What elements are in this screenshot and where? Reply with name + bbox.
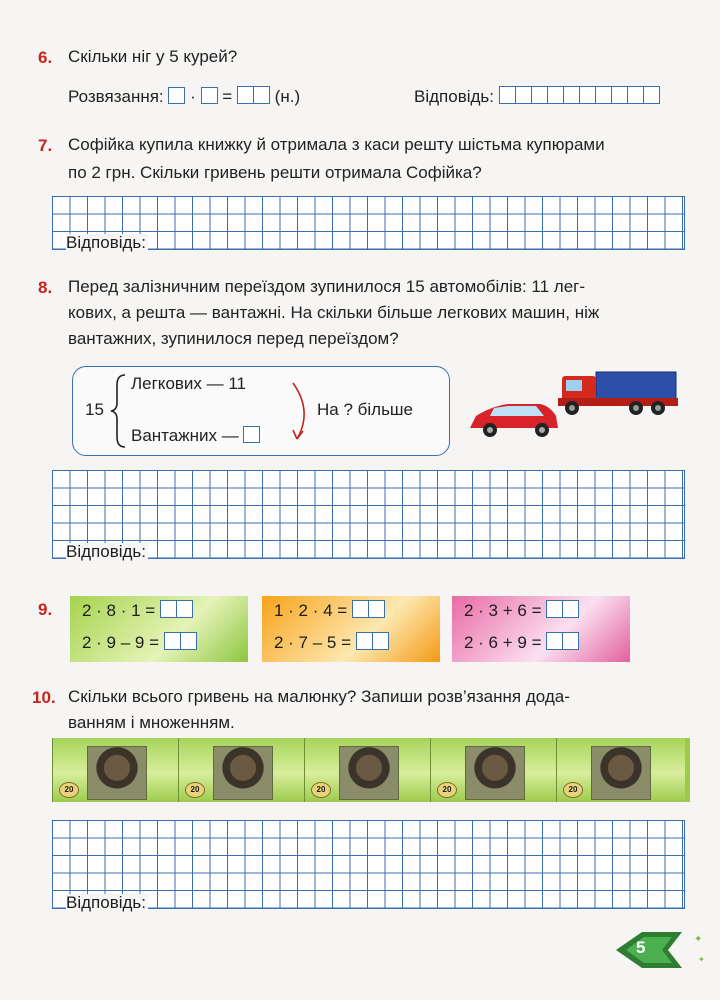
task-9-tile-3 [452, 596, 630, 662]
tile-2-row-1 [274, 600, 385, 623]
banknote-icon: 20 [178, 738, 307, 802]
page-number: 5 [636, 938, 646, 957]
task-7-line-2: по 2 грн. Скільки гривень решти отримала Софійка? [68, 163, 482, 182]
task-6-solution [68, 84, 300, 112]
scheme-brace [109, 373, 129, 449]
result-boxes[interactable] [164, 632, 197, 655]
solution-box-1[interactable] [168, 87, 185, 104]
banknote-icon: 20 [52, 738, 181, 802]
task-10-line-2: ванням і множенням. [68, 713, 235, 732]
tile-3-row-2 [464, 632, 579, 655]
truck-icon [558, 372, 678, 415]
expr: 2 · 9 – 9 = [82, 633, 160, 652]
scheme-arrow [291, 381, 315, 443]
vehicles-illustration [462, 366, 684, 442]
scheme-question: На ? більше [317, 400, 414, 419]
result-boxes[interactable] [546, 632, 579, 655]
svg-text:✦: ✦ [694, 934, 703, 945]
tile-2-row-2 [274, 632, 389, 655]
expr: 2 · 3 + 6 = [464, 601, 542, 620]
scheme-trucks-box[interactable] [243, 426, 260, 443]
task-9-number: 9. [38, 600, 53, 619]
task-8-line-2: кових, а решта — вантажні. На скільки більше легкових машин, ніж [68, 303, 600, 322]
expr: 2 · 7 – 5 = [274, 633, 352, 652]
answer-boxes[interactable] [499, 86, 660, 112]
banknote-icon: 20 [304, 738, 433, 802]
task-9-tile-2 [262, 596, 440, 662]
task-8-scheme [72, 366, 450, 456]
task-7-number: 7. [38, 136, 53, 155]
scheme-trucks [131, 423, 260, 449]
answer-label: Відповідь: [414, 87, 495, 106]
tile-1-row-2 [82, 632, 197, 655]
banknote-icon: 20 [556, 738, 685, 802]
task-8-line-3: вантажних, зупинилося перед переїздом? [68, 329, 399, 348]
solution-label: Розвязання: [68, 87, 164, 106]
expr: 1 · 2 · 4 = [274, 601, 348, 620]
task-8-number: 8. [38, 278, 53, 297]
svg-text:✦: ✦ [698, 955, 705, 964]
banknote-icon: 20 [430, 738, 559, 802]
task-6-question: Скільки ніг у 5 курей? [68, 47, 238, 66]
scheme-trucks-label: Вантажних — [131, 426, 239, 445]
solution-result-boxes[interactable] [237, 86, 270, 112]
solution-eq: = [222, 87, 233, 106]
task-7-line-1: Софійка купила книжку й отримала з каси решту шістьма купюрами [68, 135, 605, 154]
expr: 2 · 8 · 1 = [82, 601, 156, 620]
scheme-total: 15 [85, 400, 104, 419]
tile-3-row-1 [464, 600, 579, 623]
task-7-answer-label: Відповідь: [66, 233, 147, 252]
car-icon [470, 404, 558, 437]
tile-1-row-1 [82, 600, 193, 623]
result-boxes[interactable] [546, 600, 579, 623]
task-9-tile-1 [70, 596, 248, 662]
task-10-answer-label: Відповідь: [66, 893, 147, 912]
result-boxes[interactable] [352, 600, 385, 623]
task-6-answer [414, 84, 660, 112]
solution-dot: · [190, 87, 196, 106]
result-boxes[interactable] [356, 632, 389, 655]
expr: 2 · 6 + 9 = [464, 633, 542, 652]
task-10-number: 10. [32, 688, 56, 707]
solution-box-2[interactable] [201, 87, 218, 104]
banknotes-strip [52, 738, 690, 802]
page-badge [612, 928, 708, 972]
scheme-cars: Легкових — 11 [131, 374, 247, 393]
result-boxes[interactable] [160, 600, 193, 623]
task-8-line-1: Перед залізничним переїздом зупинилося 15 автомобілів: 11 лег- [68, 277, 586, 296]
task-8-answer-label: Відповідь: [66, 542, 147, 561]
task-6-number: 6. [38, 48, 53, 67]
solution-unit: (н.) [274, 87, 301, 106]
task-10-line-1: Скільки всього гривень на малюнку? Запиши розв’язання дода- [68, 687, 570, 706]
